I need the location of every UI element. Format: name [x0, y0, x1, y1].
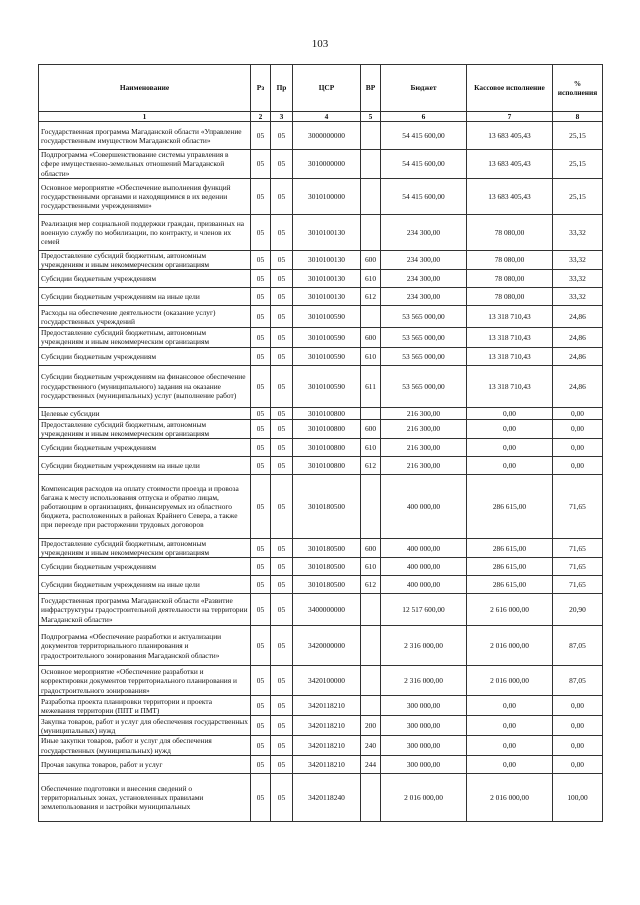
row-csr: 3420118240	[293, 773, 361, 821]
row-vr: 610	[361, 439, 381, 457]
row-vr	[361, 178, 381, 214]
row-pr: 05	[271, 150, 293, 179]
row-name: Предоставление субсидий бюджетным, автономным учреждениям и иным некоммерческим организациям	[39, 539, 251, 558]
row-vr: 244	[361, 755, 381, 773]
row-kassa: 78 080,00	[467, 288, 553, 306]
row-name: Предоставление субсидий бюджетным, автономным учреждениям и иным некоммерческим организациям	[39, 328, 251, 347]
table-row	[39, 594, 603, 626]
row-budget: 2 316 000,00	[381, 666, 467, 696]
row-pct: 0,00	[553, 736, 603, 755]
row-csr: 3010180500	[293, 475, 361, 539]
row-pr: 05	[271, 250, 293, 269]
row-budget: 234 300,00	[381, 214, 467, 250]
row-rz: 05	[251, 576, 271, 594]
row-rz: 05	[251, 626, 271, 666]
row-vr: 200	[361, 716, 381, 736]
row-kassa: 13 318 710,43	[467, 365, 553, 407]
row-name: Субсидии бюджетным учреждениям	[39, 270, 251, 288]
row-budget: 300 000,00	[381, 736, 467, 755]
table-row	[39, 214, 603, 250]
row-vr: 600	[361, 539, 381, 558]
table-row	[39, 558, 603, 576]
row-name: Прочая закупка товаров, работ и услуг	[39, 755, 251, 773]
column-index: 5	[361, 112, 381, 122]
row-csr: 3010180500	[293, 539, 361, 558]
table-row	[39, 755, 603, 773]
row-name: Субсидии бюджетным учреждениям на иные цели	[39, 457, 251, 475]
row-name: Субсидии бюджетным учреждениям на иные цели	[39, 576, 251, 594]
row-pct: 0,00	[553, 419, 603, 438]
row-rz: 05	[251, 178, 271, 214]
table-row	[39, 539, 603, 558]
budget-table	[38, 64, 603, 822]
column-index: 4	[293, 112, 361, 122]
row-vr: 611	[361, 365, 381, 407]
row-pr: 05	[271, 626, 293, 666]
row-name: Закупка товаров, работ и услуг для обеспечения государственных (муниципальных) нужд	[39, 716, 251, 736]
row-pct: 33,32	[553, 214, 603, 250]
row-vr: 612	[361, 457, 381, 475]
row-rz: 05	[251, 475, 271, 539]
row-budget: 53 565 000,00	[381, 347, 467, 365]
row-budget: 300 000,00	[381, 755, 467, 773]
row-pct: 24,86	[553, 306, 603, 328]
row-name: Обеспечение подготовки и внесения сведений о территориальных зонах, установленных правилами землепользования и застройки муниципальных	[39, 773, 251, 821]
row-rz: 05	[251, 347, 271, 365]
row-pr: 05	[271, 666, 293, 696]
row-vr	[361, 696, 381, 716]
row-budget: 216 300,00	[381, 457, 467, 475]
row-csr: 3420000000	[293, 626, 361, 666]
table-row	[39, 439, 603, 457]
row-csr: 3010100800	[293, 419, 361, 438]
row-vr	[361, 626, 381, 666]
table-row	[39, 150, 603, 179]
row-rz: 05	[251, 716, 271, 736]
row-vr	[361, 475, 381, 539]
row-kassa: 286 615,00	[467, 475, 553, 539]
row-kassa: 0,00	[467, 407, 553, 419]
header-pct: % исполнения	[553, 65, 603, 112]
row-pct: 20,90	[553, 594, 603, 626]
row-pct: 0,00	[553, 755, 603, 773]
row-pct: 71,65	[553, 539, 603, 558]
row-csr: 3420118210	[293, 716, 361, 736]
row-pr: 05	[271, 122, 293, 150]
row-rz: 05	[251, 214, 271, 250]
header-budget: Бюджет	[381, 65, 467, 112]
column-index-row	[39, 112, 603, 122]
row-name: Предоставление субсидий бюджетным, автономным учреждениям и иным некоммерческим организациям	[39, 419, 251, 438]
table-row	[39, 736, 603, 755]
row-name: Расходы на обеспечение деятельности (оказание услуг) государственных учреждений	[39, 306, 251, 328]
row-pr: 05	[271, 716, 293, 736]
row-csr: 3010100130	[293, 250, 361, 269]
page-number: 103	[311, 38, 329, 50]
row-kassa: 286 615,00	[467, 539, 553, 558]
row-csr: 3010100800	[293, 457, 361, 475]
row-pr: 05	[271, 696, 293, 716]
row-budget: 216 300,00	[381, 407, 467, 419]
row-csr: 3010100130	[293, 270, 361, 288]
row-pct: 25,15	[553, 178, 603, 214]
row-budget: 216 300,00	[381, 419, 467, 438]
row-kassa: 13 683 405,43	[467, 178, 553, 214]
row-vr	[361, 666, 381, 696]
header-kassa: Кассовое исполнение	[467, 65, 553, 112]
row-csr: 3420118210	[293, 755, 361, 773]
row-pct: 71,65	[553, 576, 603, 594]
row-budget: 400 000,00	[381, 539, 467, 558]
row-csr: 3010180500	[293, 576, 361, 594]
column-index: 2	[251, 112, 271, 122]
row-pr: 05	[271, 178, 293, 214]
table-row	[39, 626, 603, 666]
row-pr: 05	[271, 475, 293, 539]
row-pr: 05	[271, 539, 293, 558]
row-pct: 33,32	[553, 250, 603, 269]
row-kassa: 13 318 710,43	[467, 328, 553, 347]
row-pr: 05	[271, 347, 293, 365]
row-pct: 87,05	[553, 666, 603, 696]
row-vr: 600	[361, 250, 381, 269]
row-kassa: 0,00	[467, 419, 553, 438]
column-index: 3	[271, 112, 293, 122]
row-pct: 0,00	[553, 407, 603, 419]
row-name: Основное мероприятие «Обеспечение разработки и корректировки документов территориального планирования и градостроительного зонирования»	[39, 666, 251, 696]
row-pr: 05	[271, 773, 293, 821]
row-rz: 05	[251, 407, 271, 419]
row-csr: 3010100130	[293, 288, 361, 306]
table-row	[39, 306, 603, 328]
row-budget: 2 316 000,00	[381, 626, 467, 666]
row-vr: 612	[361, 288, 381, 306]
row-csr: 3010100130	[293, 214, 361, 250]
row-pct: 33,32	[553, 270, 603, 288]
row-name: Подпрограмма «Обеспечение разработки и актуализации документов территориального планирования и градостроительного зонирования Магаданской области»	[39, 626, 251, 666]
row-budget: 300 000,00	[381, 716, 467, 736]
row-vr: 600	[361, 419, 381, 438]
row-kassa: 78 080,00	[467, 214, 553, 250]
row-rz: 05	[251, 150, 271, 179]
row-csr: 3400000000	[293, 594, 361, 626]
row-vr: 240	[361, 736, 381, 755]
row-kassa: 13 318 710,43	[467, 347, 553, 365]
row-pct: 71,65	[553, 475, 603, 539]
row-rz: 05	[251, 328, 271, 347]
column-index: 6	[381, 112, 467, 122]
row-kassa: 78 080,00	[467, 250, 553, 269]
row-vr	[361, 407, 381, 419]
table-row	[39, 475, 603, 539]
table-row	[39, 288, 603, 306]
table-row	[39, 716, 603, 736]
table-row	[39, 457, 603, 475]
table-row	[39, 666, 603, 696]
row-budget: 400 000,00	[381, 475, 467, 539]
row-pct: 24,86	[553, 347, 603, 365]
row-pct: 0,00	[553, 439, 603, 457]
row-vr	[361, 773, 381, 821]
row-pct: 25,15	[553, 122, 603, 150]
row-name: Субсидии бюджетным учреждениям на иные цели	[39, 288, 251, 306]
row-vr	[361, 594, 381, 626]
row-name: Разработка проекта планировки территории и проекта межевания территории (ППТ и ПМТ)	[39, 696, 251, 716]
row-vr: 600	[361, 328, 381, 347]
row-csr: 3420118210	[293, 736, 361, 755]
row-budget: 12 517 600,00	[381, 594, 467, 626]
header-rz: Рз	[251, 65, 271, 112]
row-name: Субсидии бюджетным учреждениям	[39, 347, 251, 365]
row-name: Иные закупки товаров, работ и услуг для обеспечения государственных (муниципальных) нужд	[39, 736, 251, 755]
table-row	[39, 365, 603, 407]
row-rz: 05	[251, 365, 271, 407]
row-rz: 05	[251, 736, 271, 755]
row-csr: 3420100000	[293, 666, 361, 696]
row-kassa: 0,00	[467, 755, 553, 773]
row-budget: 234 300,00	[381, 270, 467, 288]
row-name: Государственная программа Магаданской области «Управление государственным имуществом Магаданской области»	[39, 122, 251, 150]
row-budget: 53 565 000,00	[381, 328, 467, 347]
row-budget: 54 415 600,00	[381, 122, 467, 150]
row-pr: 05	[271, 270, 293, 288]
table-body	[39, 122, 603, 822]
row-csr: 3010100590	[293, 306, 361, 328]
row-kassa: 286 615,00	[467, 576, 553, 594]
row-rz: 05	[251, 539, 271, 558]
row-csr: 3010100590	[293, 328, 361, 347]
row-pr: 05	[271, 457, 293, 475]
row-pct: 87,05	[553, 626, 603, 666]
row-csr: 3000000000	[293, 122, 361, 150]
row-pr: 05	[271, 755, 293, 773]
row-pct: 25,15	[553, 150, 603, 179]
row-kassa: 13 683 405,43	[467, 150, 553, 179]
row-kassa: 0,00	[467, 736, 553, 755]
table-row	[39, 122, 603, 150]
row-kassa: 0,00	[467, 696, 553, 716]
row-rz: 05	[251, 288, 271, 306]
row-budget: 54 415 600,00	[381, 150, 467, 179]
row-kassa: 13 318 710,43	[467, 306, 553, 328]
row-vr	[361, 306, 381, 328]
row-rz: 05	[251, 558, 271, 576]
row-name: Реализация мер социальной поддержки граждан, призванных на военную службу по мобилизации, по контракту, и членов их семей	[39, 214, 251, 250]
row-rz: 05	[251, 755, 271, 773]
row-rz: 05	[251, 250, 271, 269]
header-row	[39, 65, 603, 112]
row-vr: 612	[361, 576, 381, 594]
row-budget: 234 300,00	[381, 288, 467, 306]
row-pr: 05	[271, 328, 293, 347]
column-index: 7	[467, 112, 553, 122]
table-row	[39, 178, 603, 214]
row-rz: 05	[251, 419, 271, 438]
row-kassa: 0,00	[467, 716, 553, 736]
row-kassa: 2 016 000,00	[467, 773, 553, 821]
table-row	[39, 696, 603, 716]
row-pct: 33,32	[553, 288, 603, 306]
row-kassa: 78 080,00	[467, 270, 553, 288]
table-row	[39, 250, 603, 269]
table-row	[39, 419, 603, 438]
row-csr: 3010000000	[293, 150, 361, 179]
row-vr: 610	[361, 558, 381, 576]
row-name: Субсидии бюджетным учреждениям	[39, 558, 251, 576]
column-index: 8	[553, 112, 603, 122]
row-csr: 3010100800	[293, 407, 361, 419]
row-pr: 05	[271, 365, 293, 407]
row-name: Компенсация расходов на оплату стоимости проезда и провоза багажа к месту использования отпуска и обратно лицам, работающим в организациях, финансируемых из областного бюджета, расположенных в районах Крайнего Севера, а также при переезде при расторжении трудовых договоров	[39, 475, 251, 539]
row-pr: 05	[271, 306, 293, 328]
header-vr: ВР	[361, 65, 381, 112]
row-kassa: 0,00	[467, 439, 553, 457]
row-rz: 05	[251, 773, 271, 821]
row-name: Субсидии бюджетным учреждениям на финансовое обеспечение государственного (муниципального) задания на оказание государственных (муниципальных) услуг (выполнение работ)	[39, 365, 251, 407]
row-pr: 05	[271, 558, 293, 576]
row-name: Государственная программа Магаданской области «Развитие инфраструктуры градостроительной деятельности на территории Магаданской области»	[39, 594, 251, 626]
row-csr: 3010180500	[293, 558, 361, 576]
row-name: Подпрограмма «Совершенствование системы управления в сфере имущественно-земельных отношений Магаданской области»	[39, 150, 251, 179]
row-vr: 610	[361, 270, 381, 288]
row-rz: 05	[251, 439, 271, 457]
row-rz: 05	[251, 457, 271, 475]
row-name: Основное мероприятие «Обеспечение выполнения функций государственными органами и находящимися в их ведении государственными учреждениями»	[39, 178, 251, 214]
row-csr: 3010100000	[293, 178, 361, 214]
row-csr: 3010100590	[293, 347, 361, 365]
column-index: 1	[39, 112, 251, 122]
row-pct: 0,00	[553, 696, 603, 716]
row-vr: 610	[361, 347, 381, 365]
row-pct: 100,00	[553, 773, 603, 821]
row-budget: 234 300,00	[381, 250, 467, 269]
header-name: Наименование	[39, 65, 251, 112]
row-csr: 3420118210	[293, 696, 361, 716]
row-kassa: 2 016 000,00	[467, 666, 553, 696]
row-pr: 05	[271, 439, 293, 457]
row-vr	[361, 150, 381, 179]
row-budget: 216 300,00	[381, 439, 467, 457]
row-pr: 05	[271, 288, 293, 306]
row-name: Предоставление субсидий бюджетным, автономным учреждениям и иным некоммерческим организациям	[39, 250, 251, 269]
row-kassa: 286 615,00	[467, 558, 553, 576]
row-name: Субсидии бюджетным учреждениям	[39, 439, 251, 457]
table-row	[39, 407, 603, 419]
row-kassa: 2 016 000,00	[467, 626, 553, 666]
row-rz: 05	[251, 270, 271, 288]
table-row	[39, 328, 603, 347]
header-pr: Пр	[271, 65, 293, 112]
table-row	[39, 270, 603, 288]
header-csr: ЦСР	[293, 65, 361, 112]
row-budget: 300 000,00	[381, 696, 467, 716]
row-rz: 05	[251, 666, 271, 696]
row-budget: 400 000,00	[381, 558, 467, 576]
row-rz: 05	[251, 306, 271, 328]
row-pct: 0,00	[553, 457, 603, 475]
row-vr	[361, 122, 381, 150]
row-budget: 53 565 000,00	[381, 365, 467, 407]
row-pct: 24,86	[553, 328, 603, 347]
row-kassa: 0,00	[467, 457, 553, 475]
row-pr: 05	[271, 407, 293, 419]
row-kassa: 13 683 405,43	[467, 122, 553, 150]
row-pr: 05	[271, 736, 293, 755]
row-budget: 2 016 000,00	[381, 773, 467, 821]
row-csr: 3010100590	[293, 365, 361, 407]
row-pr: 05	[271, 576, 293, 594]
table-row	[39, 347, 603, 365]
row-pct: 0,00	[553, 716, 603, 736]
row-rz: 05	[251, 122, 271, 150]
row-budget: 400 000,00	[381, 576, 467, 594]
row-rz: 05	[251, 696, 271, 716]
row-pr: 05	[271, 594, 293, 626]
row-kassa: 2 616 000,00	[467, 594, 553, 626]
row-pct: 24,86	[553, 365, 603, 407]
table-row	[39, 576, 603, 594]
row-csr: 3010100800	[293, 439, 361, 457]
table-row	[39, 773, 603, 821]
row-name: Целевые субсидии	[39, 407, 251, 419]
row-pr: 05	[271, 419, 293, 438]
row-vr	[361, 214, 381, 250]
row-rz: 05	[251, 594, 271, 626]
row-pr: 05	[271, 214, 293, 250]
row-budget: 53 565 000,00	[381, 306, 467, 328]
row-budget: 54 415 600,00	[381, 178, 467, 214]
row-pct: 71,65	[553, 558, 603, 576]
